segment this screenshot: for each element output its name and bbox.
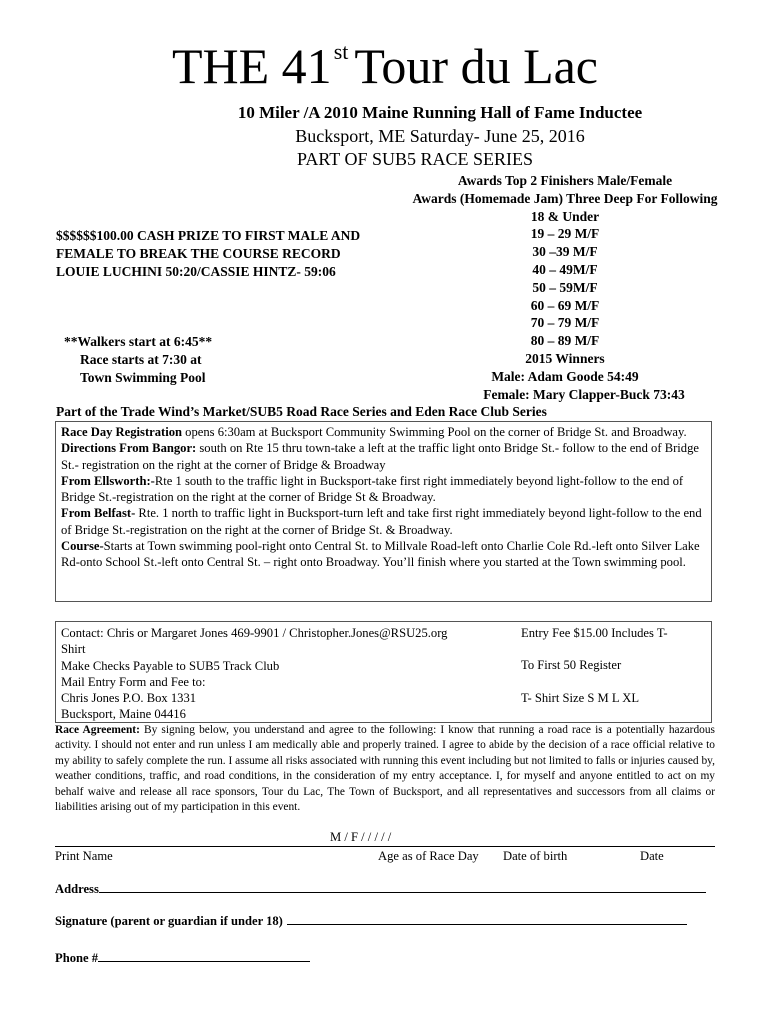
awards-line: Awards (Homemade Jam) Three Deep For Following <box>412 190 718 206</box>
directions-box <box>55 421 712 602</box>
print-name-label: Print Name <box>55 849 113 863</box>
start-info: **Walkers start at 6:45** Race starts at 7:30 at Town Swimming Pool <box>64 334 213 385</box>
signature-line <box>55 846 715 847</box>
awards-list <box>330 172 770 403</box>
awards-line: 2015 Winners <box>525 350 605 366</box>
entry-fee: Entry Fee $15.00 Includes T- <box>521 626 668 640</box>
date-label: Date <box>640 849 664 863</box>
address-field[interactable]: Address <box>55 881 706 897</box>
contact-box <box>55 621 712 723</box>
awards-line: 18 & Under <box>530 208 600 224</box>
awards-line: 80 – 89 M/F <box>530 333 600 349</box>
awards-line: 60 – 69 M/F <box>530 297 600 313</box>
title-superscript: st <box>333 39 349 64</box>
form-marks: M / F / / / / / <box>330 830 392 844</box>
shirt-size: T- Shirt Size S M L XL <box>521 690 640 705</box>
awards-line: 19 – 29 M/F <box>530 226 600 242</box>
subtitle-series: PART OF SUB5 RACE SERIES <box>297 149 533 169</box>
awards-line: 40 – 49M/F <box>532 261 598 277</box>
awards-line: 50 – 59M/F <box>532 279 598 295</box>
directions-item: From Belfast- Rte. 1 north to traffic light in Bucksport-turn left and take first right immediately beyond light-follow to the end of Bridge St.-registration on the right at the corner of Bridge St. & Broadway. <box>61 506 702 537</box>
contact-info: Contact: Chris or Margaret Jones 469-9901 / Christopher.Jones@RSU25.org Shirt Make Checks Payable to SUB5 Track Club Mail Entry Form and Fee to: Chris Jones P.O. Box 1331 Bucksport, Maine 04416 <box>61 626 448 722</box>
age-label: Age as of Race Day <box>378 849 479 863</box>
directions-item: Course-Starts at Town swimming pool-right onto Central St. to Millvale Road-left onto Charlie Cole Rd.-left onto Silver Lake Rd-onto School St.-left onto Central St. – right onto Broadway. You’ll finish where you started at the Town swimming pool. <box>61 539 700 570</box>
directions-item: Race Day Registration opens 6:30am at Bucksport Community Swimming Pool on the corner of Bridge St. and Broadway. <box>61 425 687 439</box>
directions-item: Directions From Bangor: south on Rte 15 thru town-take a left at the traffic light onto Bridge St.- follow to the end of Bridge St.- registration on the right at the corner of Bridge & Broadway <box>61 441 699 472</box>
race-agreement: Race Agreement: By signing below, you understand and agree to the following: I know that running a road race is a potentially hazardous activity. I should not enter and run unless I am medically able and properly trained. I agree to abide by the decision of a race official relative to my ability to safely complete the run. I assume all risks associated with running this event including but not limited to falls or injuries caused by, weather conditions, traffic, and road conditions, in the consideration of my entry acceptance. I, for myself and anyone entitled to act on my behalf waive and release all race sponsors, Tour du Lac, The Town of Bucksport, and all representatives and successors from all claims or liabilities arising out of my participation in this event. <box>55 724 715 814</box>
subtitle-inductee: 10 Miler /A 2010 Maine Running Hall of Fame Inductee <box>237 103 643 122</box>
awards-line: Female: Mary Clapper-Buck 73:43 <box>483 386 685 402</box>
awards-line: Awards Top 2 Finishers Male/Female <box>457 173 673 188</box>
page-title: THE 41st Tour du Lac <box>171 38 599 94</box>
first-50: To First 50 Register <box>521 658 622 673</box>
awards-line: 70 – 79 M/F <box>530 315 600 331</box>
signature-field[interactable]: Signature (parent or guardian if under 18) <box>55 913 687 929</box>
cash-prize: $$$$$$100.00 CASH PRIZE TO FIRST MALE AND FEMALE TO BREAK THE COURSE RECORD LOUIE LUCHINI 50:20/CASSIE HINTZ- 59:06 <box>56 228 361 279</box>
phone-field[interactable]: Phone # <box>55 950 310 966</box>
dob-label: Date of birth <box>503 849 568 863</box>
awards-line: Male: Adam Goode 54:49 <box>491 368 639 384</box>
subtitle-location-date: Bucksport, ME Saturday- June 25, 2016 <box>295 126 585 146</box>
series-line: Part of the Trade Wind’s Market/SUB5 Road Race Series and Eden Race Club Series <box>56 404 547 419</box>
entry-fee-info <box>521 625 706 706</box>
awards-line: 30 –39 M/F <box>532 244 598 260</box>
directions-item: From Ellsworth:-Rte 1 south to the traffic light in Bucksport-take first right immediately beyond light-follow to the end of Bridge St.-registration on the right at the corner of Bridge St & Broadway. <box>61 473 684 505</box>
